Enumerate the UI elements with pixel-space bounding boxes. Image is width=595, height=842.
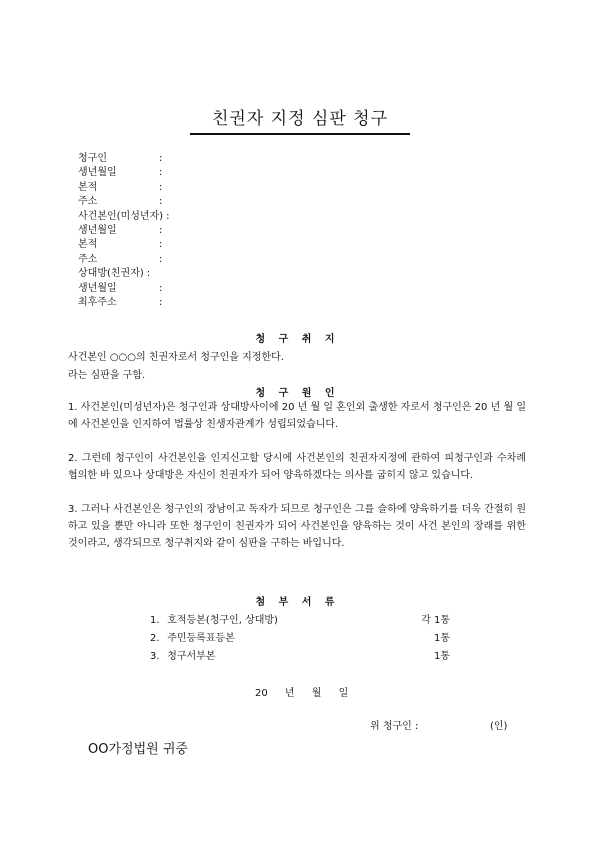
- party-colon: :: [146, 268, 151, 280]
- attachment-quantity: 1통: [433, 633, 450, 644]
- seal-mark: (인): [490, 721, 508, 732]
- claim-purpose-heading: 청 구 취 지: [255, 334, 340, 345]
- party-row: [78, 166, 169, 180]
- party-row: [78, 267, 169, 281]
- party-label: 본적: [78, 181, 98, 193]
- attachment-item: [150, 630, 450, 648]
- document-title: 친권자 지정 심판 청구: [190, 104, 410, 135]
- court-addressee: OO가정법원 귀중: [88, 742, 188, 757]
- attachment-item: [150, 612, 450, 630]
- party-label: 생년월일: [78, 224, 117, 236]
- party-row: [78, 296, 169, 310]
- claim-purpose-closing: 라는 심판을 구함.: [68, 370, 146, 381]
- claim-reason-heading: 청 구 원 인: [255, 388, 340, 399]
- party-label: 상대방(친권자): [78, 268, 144, 280]
- party-row: [78, 253, 169, 267]
- party-colon: :: [159, 296, 163, 308]
- party-row: [78, 152, 169, 166]
- party-row: [78, 282, 169, 296]
- attachment-name: 청구서부본: [167, 651, 216, 662]
- party-colon: :: [159, 181, 163, 193]
- claim-reason-paragraph-2: 2. 그런데 청구인이 사건본인을 인지신고할 당시에 사건본인의 친권자지정에 관하여 피청구인과 수차례 협의한 바 있으나 상대방은 자신이 친권자가 되어 양육하겠다는 의사를 굽히지 않고 있습니다.: [68, 453, 526, 481]
- party-colon: :: [166, 210, 170, 222]
- party-row: [78, 210, 169, 224]
- party-colon: :: [159, 167, 163, 179]
- party-label: 주소: [78, 253, 98, 265]
- party-label: 최후주소: [78, 296, 117, 308]
- signer-label: 위 청구인 :: [370, 721, 419, 732]
- party-label: 사건본인(미성년자): [78, 210, 164, 222]
- attachment-name: 주민등록표등본: [167, 633, 235, 644]
- party-row: [78, 224, 169, 238]
- attachments-heading: 첨 부 서 류: [255, 597, 340, 608]
- attachment-item: [150, 648, 450, 666]
- party-colon: :: [159, 239, 163, 251]
- party-label: 청구인: [78, 153, 107, 164]
- party-colon: :: [159, 153, 163, 164]
- party-colon: :: [159, 253, 163, 265]
- attachment-quantity: 1통: [433, 651, 450, 662]
- claim-reason-paragraph-1: 1. 사건본인(미성년자)은 청구인과 상대방사이에 20 년 월 일 혼인외 출생한 자로서 청구인은 20 년 월 일에 사건본인을 인지하여 법률상 친생자관계가 성립되었습니다.: [68, 402, 526, 430]
- attachment-quantity: 각 1통: [421, 615, 450, 626]
- party-info-block: [78, 152, 169, 310]
- attachment-number: 2.: [150, 633, 160, 644]
- attachment-name: 호적등본(청구인, 상대방): [167, 615, 278, 626]
- party-label: 생년월일: [78, 282, 117, 294]
- party-row: [78, 238, 169, 252]
- party-label: 생년월일: [78, 167, 117, 179]
- filing-date: 20 년 월 일: [255, 688, 349, 699]
- claim-purpose-text: 사건본인 ○○○의 친권자로서 청구인을 지정한다.: [68, 352, 284, 363]
- claim-reason-paragraph-3: 3. 그러나 사건본인은 청구인의 장남이고 독자가 되므로 청구인은 그를 슬하에 양육하기를 더욱 간절히 원하고 있을 뿐만 아니라 또한 청구인이 친권자가 되어 사건본인을 양육하는 것이 사건 본인의 장래를 위한 것이라고, 생각되므로 청구취지와 같이 심판을 구하는 바입니다.: [68, 504, 526, 549]
- party-row: [78, 195, 169, 209]
- party-colon: :: [159, 282, 163, 294]
- party-colon: :: [159, 224, 163, 236]
- party-label: 본적: [78, 239, 98, 251]
- party-colon: :: [159, 196, 163, 208]
- attachment-number: 3.: [150, 651, 160, 662]
- attachment-number: 1.: [150, 615, 160, 626]
- party-label: 주소: [78, 196, 98, 208]
- attachments-list: [150, 612, 450, 666]
- party-row: [78, 181, 169, 195]
- signer-line: [370, 717, 507, 732]
